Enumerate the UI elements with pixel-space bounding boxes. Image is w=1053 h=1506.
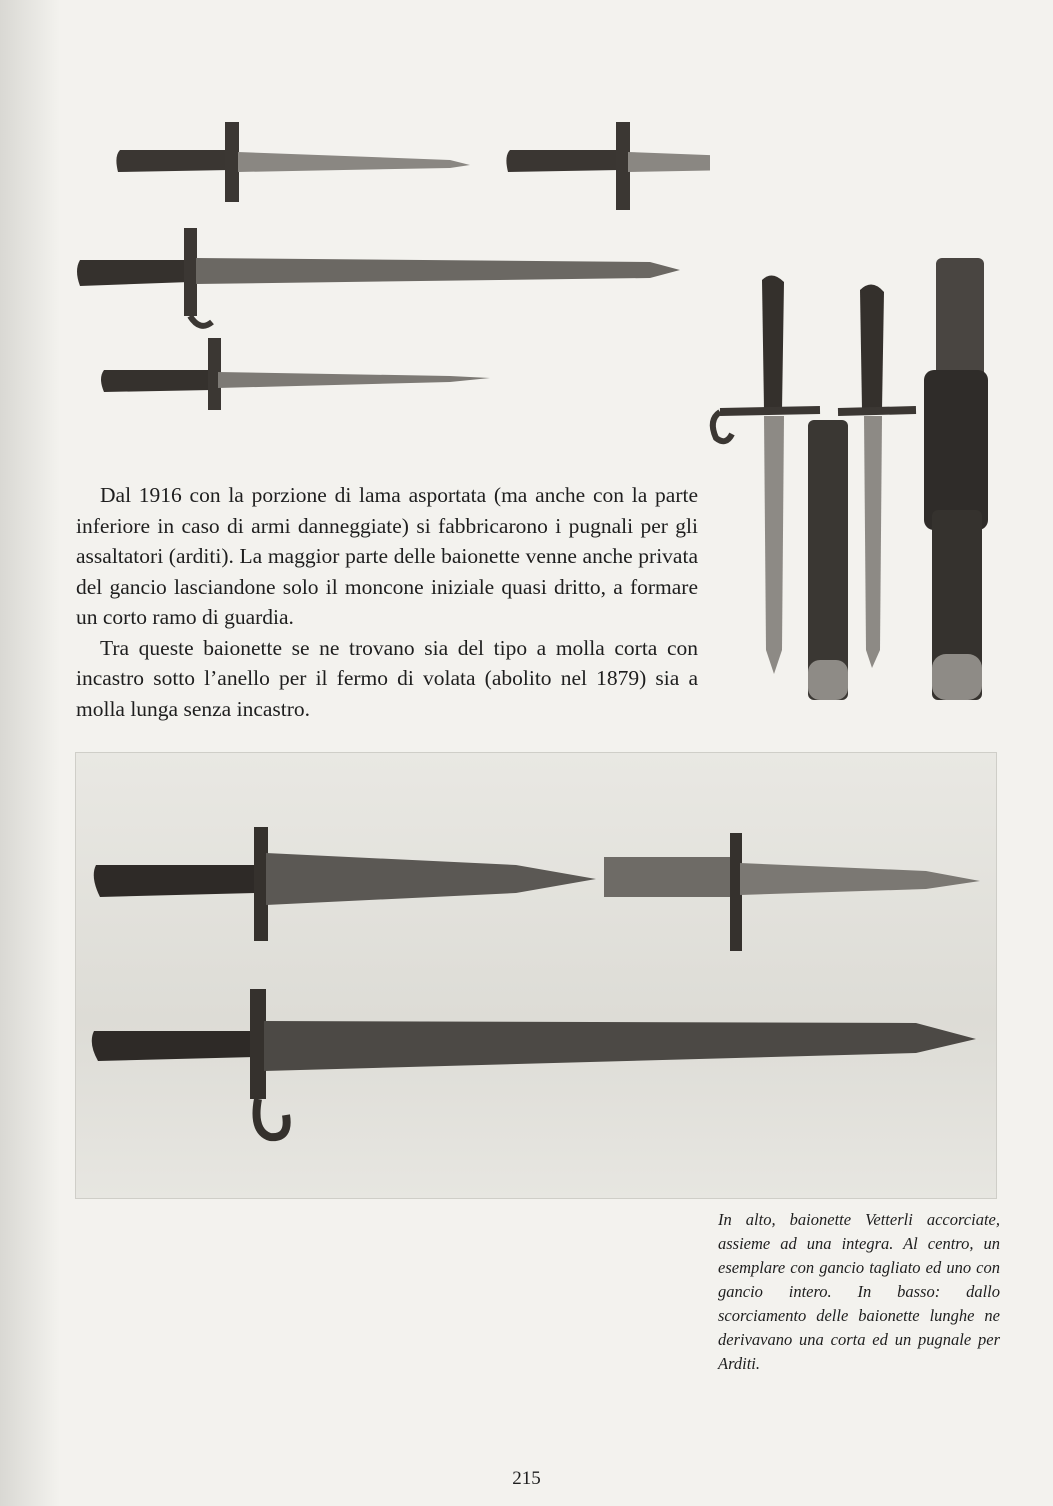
scabbard-1 (808, 420, 848, 700)
figure-caption: In alto, baionette Vetterli accorciate, assieme ad una integra. Al centro, un esemplare con gancio tagliato ed uno con gancio intero. In basso: dallo scorciamento delle baionette lunghe ne derivavano una corta ed un pugnale per Arditi. (718, 1210, 1000, 1373)
bayonet-straight-vertical (838, 284, 916, 668)
bayonet-dagger (101, 338, 490, 410)
bayonet-short-2 (506, 122, 710, 210)
page-gutter-shadow (0, 0, 60, 1506)
bayonet-full-hook (92, 989, 976, 1137)
paragraph-1: Dal 1916 con la porzione di lama asportata (ma anche con la parte inferiore in caso di armi danneggiate) si fabbricarono i pugnali per gli assaltatori (arditi). La maggior parte delle baionette venne anche privata del gancio lasciandone solo il moncone iniziale quasi dritto, a formare un corto ramo di guardia. (76, 483, 698, 629)
photo-shortened-bayonets (70, 110, 710, 410)
body-text (76, 480, 698, 724)
bayonet-short-1 (116, 122, 470, 202)
paragraph-2: Tra queste baionette se ne trovano sia del tipo a molla corta con incastro sotto l’anello per il fermo di volata (abolito nel 1879) sia a molla lunga senza incastro. (76, 635, 698, 721)
page-number: 215 (512, 1468, 541, 1489)
frog-scabbard (924, 258, 988, 700)
bayonet-hooked-vertical (713, 275, 820, 674)
bayonet-cut-hook (94, 827, 596, 941)
bayonet-integral (77, 228, 680, 326)
photo-bayonets-with-scabbards (700, 250, 1030, 730)
bayonet-in-scabbard (604, 833, 980, 951)
photo-cut-and-full-hook-bayonets (75, 752, 997, 1199)
